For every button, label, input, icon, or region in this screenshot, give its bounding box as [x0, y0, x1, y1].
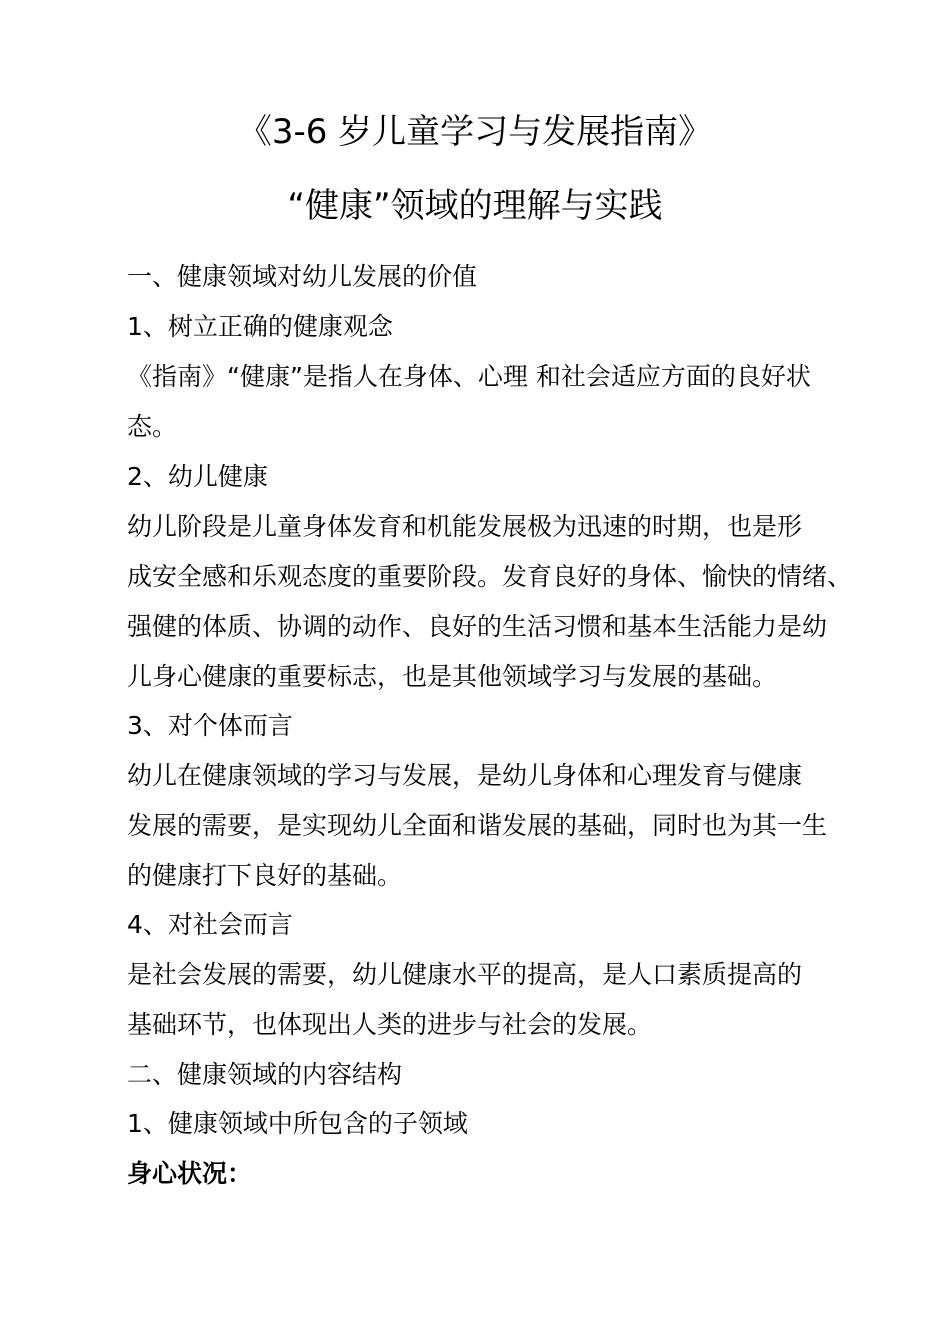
paragraph-line: 《指南》“健康”是指人在身体、心理 和社会适应方面的良好状 — [127, 362, 811, 391]
document-title: 《3-6 岁儿童学习与发展指南》 — [237, 112, 713, 152]
document-subtitle: “健康”领域的理解与实践 — [287, 186, 663, 226]
paragraph-line: 儿身心健康的重要标志，也是其他领域学习与发展的基础。 — [127, 662, 778, 691]
subsection-heading: 2、幼儿健康 — [127, 462, 268, 491]
paragraph-line: 强健的体质、协调的动作、良好的生活习惯和基本生活能力是幼 — [127, 612, 828, 641]
paragraph-line: 态。 — [127, 412, 178, 441]
bold-label: 身心状况： — [127, 1159, 253, 1188]
paragraph-line: 幼儿在健康领域的学习与发展，是幼儿身体和心理发育与健康 — [127, 761, 803, 790]
section-heading: 二、健康领域的内容结构 — [127, 1060, 403, 1089]
paragraph-line: 的健康打下良好的基础。 — [127, 861, 403, 890]
subsection-heading: 1、健康领域中所包含的子领域 — [127, 1109, 468, 1138]
subsection-heading: 1、树立正确的健康观念 — [127, 312, 393, 341]
paragraph-line: 是社会发展的需要，幼儿健康水平的提高，是人口素质提高的 — [127, 960, 803, 989]
section-heading: 一、健康领域对幼儿发展的价值 — [127, 262, 478, 291]
subsection-heading: 4、对社会而言 — [127, 910, 293, 939]
subsection-heading: 3、对个体而言 — [127, 711, 293, 740]
paragraph-line: 幼儿阶段是儿童身体发育和机能发展极为迅速的时期，也是形 — [127, 512, 803, 541]
paragraph-line: 发展的需要，是实现幼儿全面和谐发展的基础，同时也为其一生 — [127, 811, 828, 840]
paragraph-line: 成安全感和乐观态度的重要阶段。发育良好的身体、愉快的情绪、 — [127, 562, 853, 591]
paragraph-line: 基础环节，也体现出人类的进步与社会的发展。 — [127, 1010, 653, 1039]
